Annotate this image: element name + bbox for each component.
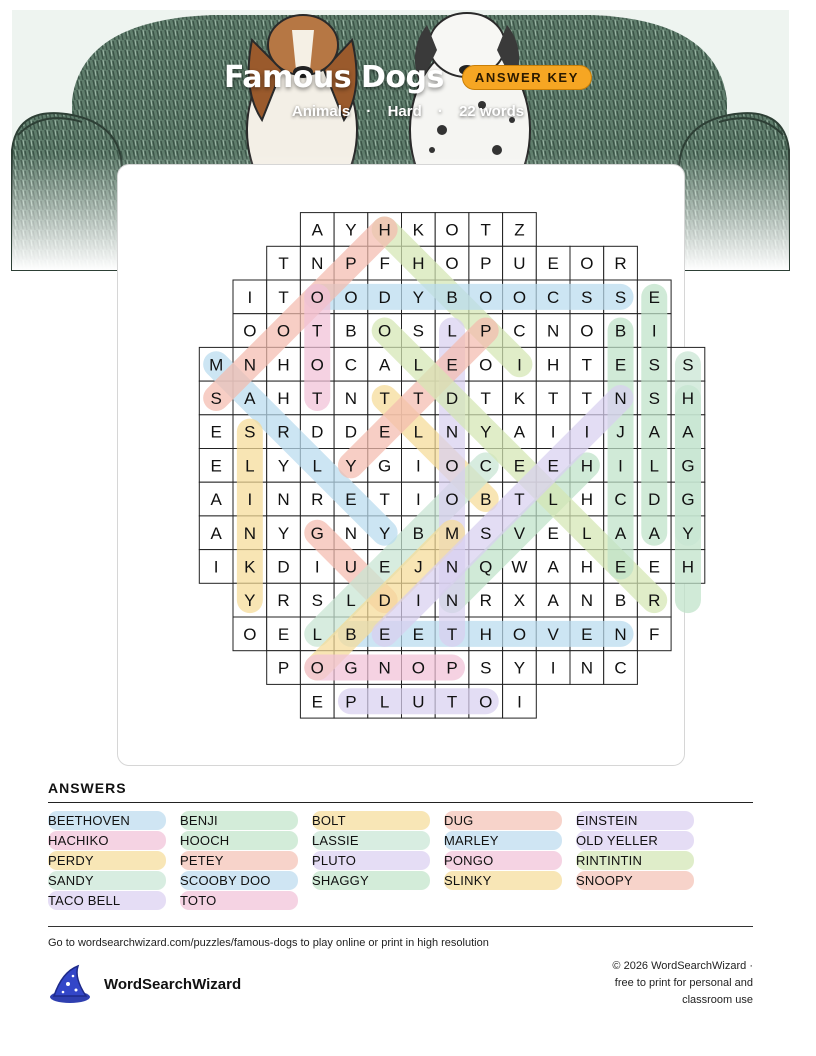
grid-letter: E <box>446 355 458 375</box>
grid-letter: B <box>345 624 357 644</box>
grid-letter: A <box>311 220 323 240</box>
grid-letter: B <box>480 490 492 510</box>
grid-letter: A <box>682 422 694 442</box>
grid-letter: A <box>648 422 660 442</box>
answers-heading: ANSWERS <box>48 780 753 803</box>
grid-letter: S <box>311 591 323 611</box>
grid-letter: T <box>379 388 390 408</box>
grid-letter: I <box>415 456 421 476</box>
word-search-grid <box>118 165 695 765</box>
grid-letter: E <box>378 422 391 442</box>
grid-letter: N <box>445 557 459 577</box>
grid-letter: D <box>445 388 459 408</box>
grid-letter: G <box>310 523 324 543</box>
grid-letter: E <box>614 557 627 577</box>
grid-letter: T <box>581 355 593 375</box>
grid-letter: U <box>412 692 425 712</box>
grid-letter: I <box>213 557 219 577</box>
copyright-line: free to print for personal and <box>614 977 753 989</box>
answer-item: PETEY <box>180 851 298 870</box>
grid-letter: C <box>479 456 492 476</box>
grid-letter: E <box>547 456 559 476</box>
grid-letter: A <box>378 355 391 375</box>
grid-letter: N <box>580 658 593 678</box>
grid-letter: N <box>243 523 256 543</box>
grid-letter: H <box>277 388 290 408</box>
grid-letter: T <box>446 624 458 644</box>
meta-separator: · <box>366 103 372 120</box>
grid-letter: Y <box>345 220 357 240</box>
grid-letter: D <box>648 490 661 510</box>
grid-letter: P <box>480 321 492 341</box>
grid-letter: Y <box>682 523 694 543</box>
play-online-note: Go to wordsearchwizard.com/puzzles/famous-dogs to play online or print in high resolution <box>48 937 489 949</box>
answer-item: HOOCH <box>180 831 298 850</box>
grid-letter: E <box>648 557 660 577</box>
answer-item: LASSIE <box>312 831 430 850</box>
grid-letter: Y <box>277 456 290 476</box>
grid-letter: I <box>247 287 253 307</box>
grid-letter: H <box>681 557 695 577</box>
grid-letter: L <box>413 355 424 375</box>
grid-letter: O <box>276 321 291 341</box>
grid-letter: J <box>414 557 423 577</box>
grid-letter: E <box>378 624 391 644</box>
grid-letter: N <box>243 355 256 375</box>
grid-letter: Y <box>378 523 391 543</box>
grid-letter: L <box>379 692 390 712</box>
grid-letter: E <box>614 355 627 375</box>
answer-item: PONGO <box>444 851 562 870</box>
grid-letter: Y <box>412 287 425 307</box>
grid-letter: J <box>616 422 625 442</box>
grid-letter: R <box>277 422 290 442</box>
grid-letter: N <box>547 321 560 341</box>
answer-item: RINTINTIN <box>576 851 694 870</box>
grid-letter: B <box>614 591 627 611</box>
grid-letter: I <box>415 591 421 611</box>
answer-item: DUG <box>444 811 562 830</box>
copyright-line: classroom use <box>682 994 753 1006</box>
grid-letter: I <box>550 658 556 678</box>
grid-letter: R <box>614 254 627 274</box>
grid-letter: S <box>581 287 593 307</box>
answer-item: PLUTO <box>312 851 430 870</box>
grid-letter: B <box>446 287 458 307</box>
grid-letter: G <box>344 658 358 678</box>
grid-letter: D <box>378 287 391 307</box>
grid-letter: T <box>278 287 289 307</box>
grid-letter: H <box>412 254 425 274</box>
answer-item: SLINKY <box>444 871 562 890</box>
grid-letter: O <box>445 490 459 510</box>
grid-letter: E <box>210 456 222 476</box>
grid-letter: Q <box>479 557 493 577</box>
answer-item: SHAGGY <box>312 871 430 890</box>
grid-letter: N <box>445 422 459 442</box>
grid-letter: P <box>345 692 357 712</box>
grid-letter: O <box>445 254 459 274</box>
answer-key-badge: ANSWER KEY <box>462 65 592 90</box>
grid-letter: O <box>479 692 493 712</box>
grid-letter: O <box>479 287 493 307</box>
grid-letter: T <box>278 254 289 274</box>
grid-letter: O <box>512 287 527 307</box>
grid-letter: H <box>580 490 593 510</box>
grid-letter: E <box>648 287 660 307</box>
grid-letter: C <box>614 490 627 510</box>
grid-letter: O <box>378 321 392 341</box>
grid-letter: L <box>582 523 592 543</box>
answer-item: SCOOBY DOO <box>180 871 298 890</box>
grid-letter: O <box>512 624 527 644</box>
grid-letter: C <box>614 658 627 678</box>
grid-letter: H <box>378 220 391 240</box>
grid-letter: B <box>412 523 425 543</box>
grid-letter: T <box>312 388 323 408</box>
grid-letter: A <box>547 557 559 577</box>
grid-letter: D <box>344 422 358 442</box>
grid-letter: A <box>648 523 660 543</box>
grid-letter: D <box>311 422 324 442</box>
grid-letter: L <box>346 591 356 611</box>
grid-letter: H <box>277 355 290 375</box>
answer-item: SNOOPY <box>576 871 694 890</box>
grid-letter: Y <box>513 658 526 678</box>
grid-letter: F <box>649 624 660 644</box>
puzzle-card <box>117 164 695 766</box>
grid-letter: A <box>547 591 559 611</box>
category-label: Animals <box>291 103 351 120</box>
grid-letter: A <box>210 523 222 543</box>
copyright-notice <box>553 958 753 1009</box>
grid-letter: A <box>210 490 222 510</box>
grid-letter: G <box>378 456 392 476</box>
brand <box>48 964 241 1004</box>
answer-item: BOLT <box>312 811 430 830</box>
grid-letter: D <box>277 557 290 577</box>
grid-letter: O <box>580 254 594 274</box>
grid-letter: O <box>243 321 257 341</box>
grid-letter: C <box>344 355 358 375</box>
grid-letter: T <box>547 388 559 408</box>
grid-letter: E <box>378 557 391 577</box>
grid-letter: R <box>648 591 661 611</box>
difficulty-label: Hard <box>387 103 422 120</box>
grid-letter: O <box>344 287 358 307</box>
grid-letter: O <box>445 220 459 240</box>
grid-letter: O <box>411 658 425 678</box>
grid-letter: S <box>412 321 425 341</box>
brand-name: WordSearchWizard <box>104 975 242 993</box>
grid-letter: X <box>513 591 526 611</box>
answer-item: OLD YELLER <box>576 831 694 850</box>
grid-letter: C <box>547 287 560 307</box>
grid-letter: H <box>580 456 593 476</box>
grid-letter: O <box>310 355 324 375</box>
grid-letter: G <box>681 490 695 510</box>
grid-letter: N <box>378 658 391 678</box>
grid-letter: R <box>277 591 290 611</box>
grid-letter: E <box>311 692 323 712</box>
grid-letter: Y <box>345 456 357 476</box>
grid-letter: E <box>547 523 559 543</box>
grid-letter: I <box>584 422 590 442</box>
grid-letter: N <box>580 591 593 611</box>
grid-letter: T <box>446 692 458 712</box>
grid-letter: Y <box>244 591 256 611</box>
grid-letter: I <box>247 490 253 510</box>
puzzle-meta <box>0 103 816 120</box>
answer-item: PERDY <box>48 851 166 870</box>
grid-letter: O <box>479 355 493 375</box>
grid-letter: T <box>379 490 390 510</box>
answers-section <box>48 780 753 910</box>
grid-letter: E <box>412 624 425 644</box>
grid-letter: K <box>244 557 256 577</box>
answer-item: SANDY <box>48 871 166 890</box>
grid-letter: O <box>445 456 459 476</box>
grid-letter: Y <box>277 523 290 543</box>
grid-letter: P <box>345 254 357 274</box>
grid-letter: M <box>444 523 460 543</box>
grid-letter: C <box>513 321 526 341</box>
grid-letter: H <box>479 624 492 644</box>
grid-letter: Y <box>480 422 492 442</box>
footer-divider <box>48 926 753 927</box>
grid-letter: I <box>550 422 556 442</box>
grid-letter: N <box>311 254 324 274</box>
grid-letter: P <box>277 658 290 678</box>
grid-letter: N <box>445 591 459 611</box>
grid-letter: N <box>277 490 290 510</box>
grid-letter: A <box>244 388 256 408</box>
grid-letter: S <box>648 388 660 408</box>
grid-letter: U <box>344 557 358 577</box>
grid-letter: W <box>511 557 528 577</box>
grid-letter: E <box>345 490 357 510</box>
grid-letter: L <box>649 456 659 476</box>
grid-letter: N <box>614 624 627 644</box>
answers-list <box>48 811 753 910</box>
answer-item: EINSTEIN <box>576 811 694 830</box>
grid-letter: L <box>245 456 255 476</box>
meta-separator: · <box>437 103 443 120</box>
grid-letter: A <box>513 422 526 442</box>
grid-letter: S <box>648 355 660 375</box>
grid-letter: H <box>547 355 560 375</box>
grid-letter: B <box>345 321 357 341</box>
answer-item: BENJI <box>180 811 298 830</box>
grid-letter: T <box>581 388 593 408</box>
grid-letter: R <box>479 591 492 611</box>
grid-letter: E <box>277 624 290 644</box>
grid-letter: S <box>480 523 492 543</box>
grid-letter: O <box>580 321 594 341</box>
grid-letter: I <box>314 557 320 577</box>
grid-letter: N <box>614 388 627 408</box>
wizard-hat-icon <box>48 964 94 1004</box>
grid-letter: P <box>446 658 458 678</box>
grid-letter: K <box>412 220 425 240</box>
grid-letters <box>209 220 695 711</box>
title-row <box>0 60 816 95</box>
grid-letter: I <box>415 490 421 510</box>
grid-letter: G <box>681 456 695 476</box>
grid-letter: S <box>210 388 222 408</box>
grid-letter: S <box>614 287 627 307</box>
grid-letter: E <box>581 624 593 644</box>
grid-letter: O <box>310 287 324 307</box>
answer-item: MARLEY <box>444 831 562 850</box>
grid-letter: E <box>513 456 526 476</box>
grid-letter: O <box>310 658 324 678</box>
grid-letter: L <box>447 321 457 341</box>
grid-letter: S <box>480 658 492 678</box>
grid-letter: D <box>378 591 391 611</box>
grid-letter: I <box>517 692 522 712</box>
grid-letter: L <box>548 490 558 510</box>
grid-letter: O <box>243 624 257 644</box>
grid-letter: T <box>413 388 424 408</box>
grid-letter: F <box>379 254 390 274</box>
answer-item: BEETHOVEN <box>48 811 166 830</box>
grid-letter: U <box>513 254 526 274</box>
grid-letter: L <box>413 422 424 442</box>
grid-letter: N <box>344 388 358 408</box>
grid-letter: L <box>312 624 322 644</box>
grid-letter: I <box>618 456 623 476</box>
grid-letter: I <box>517 355 522 375</box>
page-title: Famous Dogs <box>224 60 444 95</box>
grid-letter: V <box>513 523 526 543</box>
answer-item: TACO BELL <box>48 891 166 910</box>
copyright-line: © 2026 WordSearchWizard · <box>612 960 753 972</box>
grid-letter: V <box>547 624 559 644</box>
grid-letter: T <box>480 388 491 408</box>
grid-letter: S <box>682 355 694 375</box>
grid-letter: E <box>210 422 222 442</box>
grid-letter: M <box>209 355 224 375</box>
grid-letter: H <box>580 557 593 577</box>
grid-letter: B <box>614 321 627 341</box>
grid-letter: S <box>244 422 256 442</box>
answer-item: TOTO <box>180 891 298 910</box>
word-count-label: 22 words <box>459 103 525 120</box>
grid-letter: I <box>651 321 657 341</box>
grid-letter: L <box>312 456 322 476</box>
grid-letter: T <box>514 490 525 510</box>
grid-letter: K <box>513 388 526 408</box>
grid-letter: T <box>312 321 323 341</box>
grid-letter: T <box>480 220 491 240</box>
grid-letter: Z <box>514 220 525 240</box>
answer-item: HACHIKO <box>48 831 166 850</box>
grid-letter: N <box>344 523 358 543</box>
grid-letter: P <box>480 254 492 274</box>
grid-letter: E <box>547 254 559 274</box>
grid-letter: H <box>681 388 695 408</box>
grid-letter: A <box>614 523 627 543</box>
grid-letter: R <box>311 490 324 510</box>
